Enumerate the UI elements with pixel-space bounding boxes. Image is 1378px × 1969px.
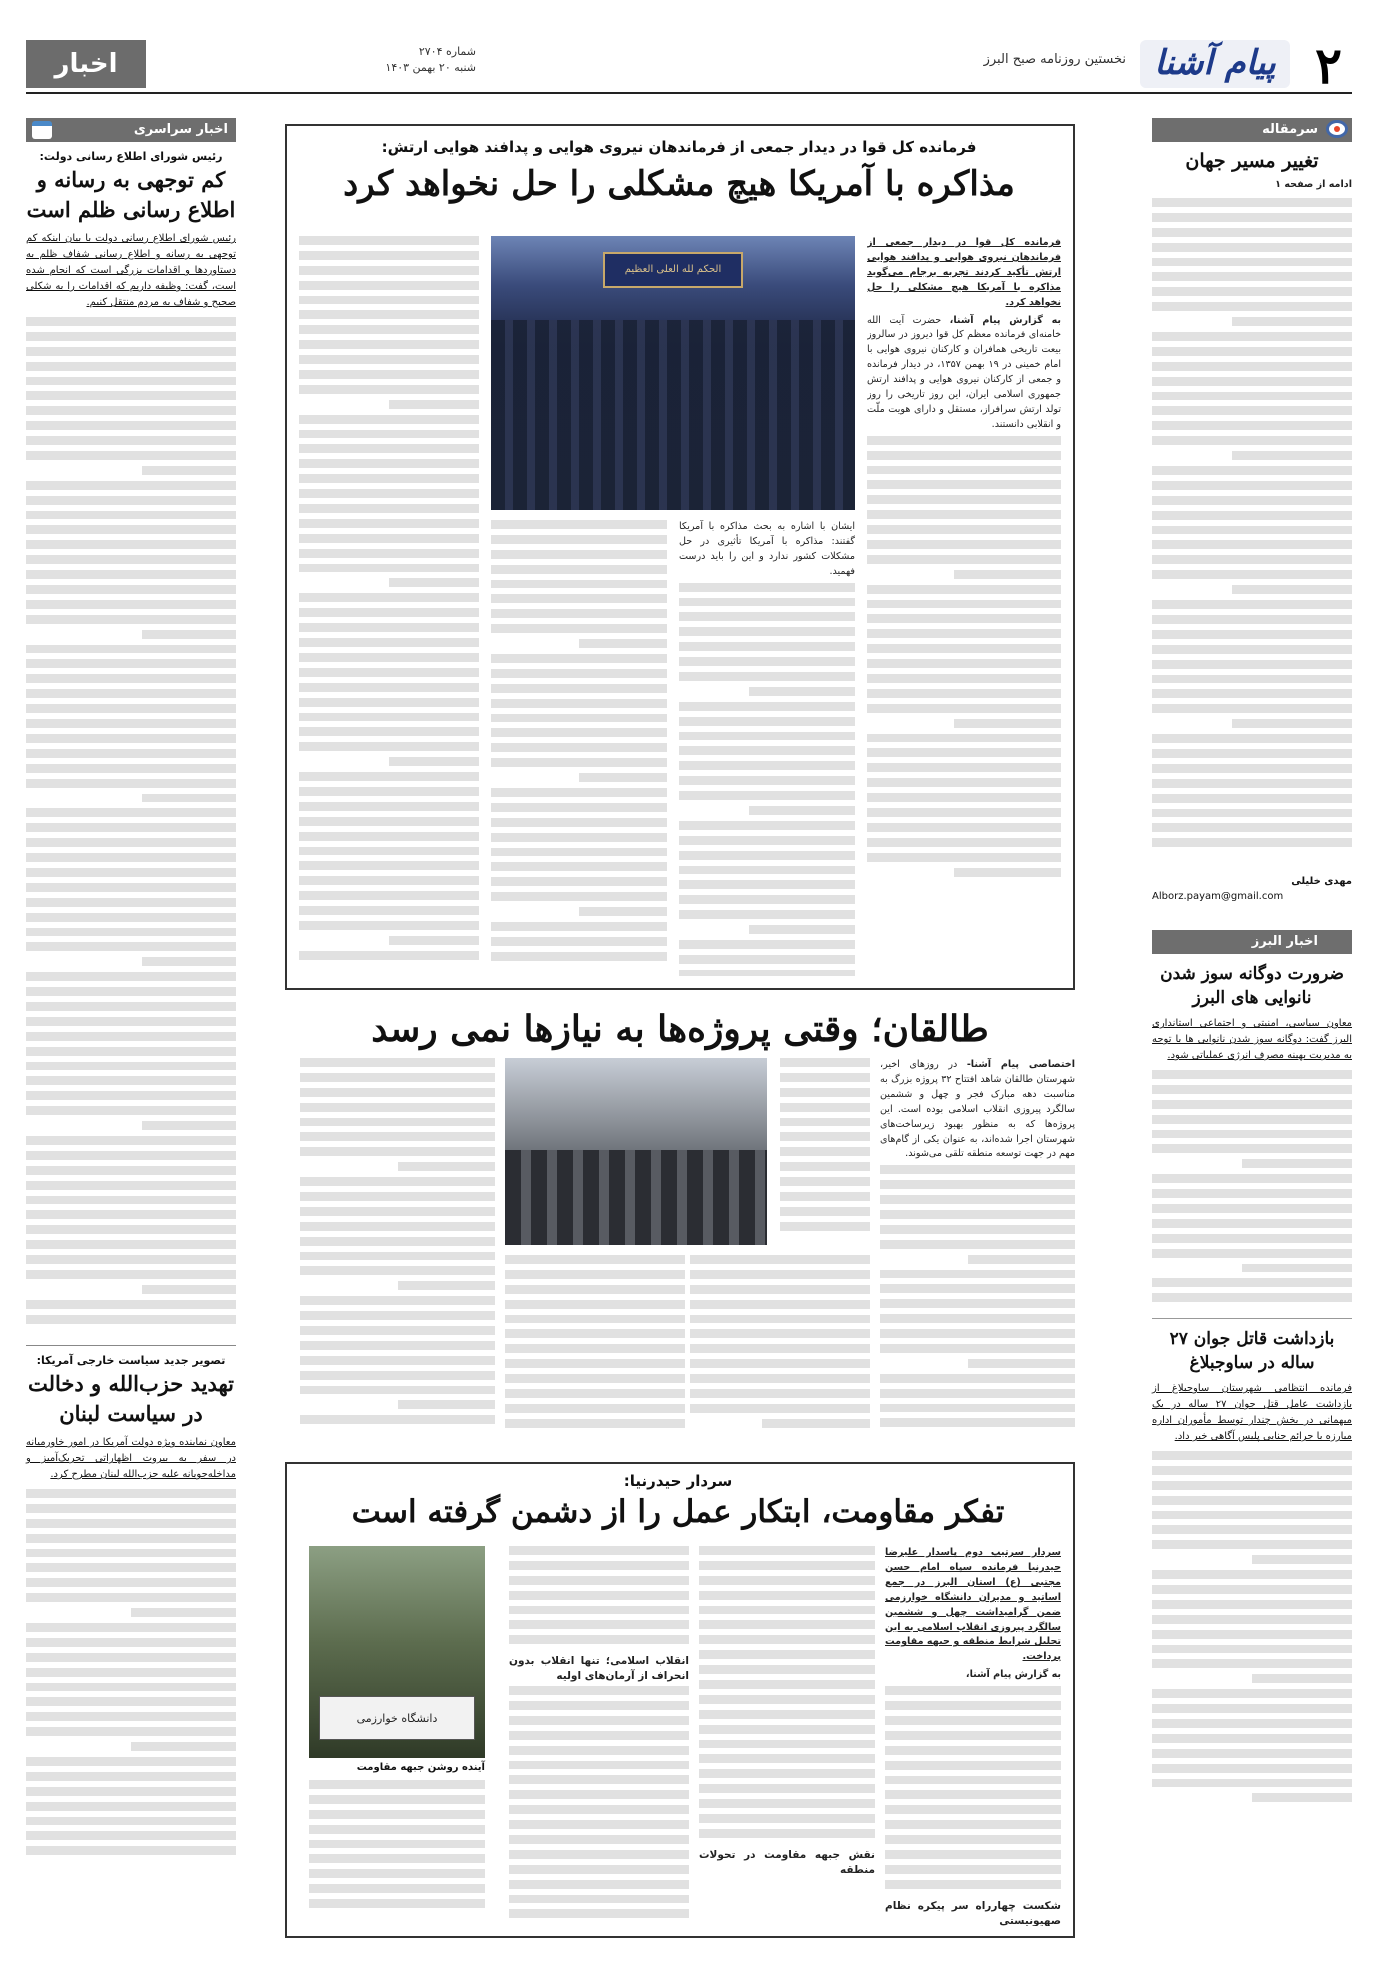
main-article (285, 124, 1075, 990)
editorial-header: سرمقاله (1152, 118, 1352, 142)
taleqan-ribbon-photo (505, 1058, 767, 1245)
alborz-story2-lead: فرمانده انتظامی شهرستان ساوجبلاغ از بازداشت عامل قتل جوان ۲۷ ساله در یک میهمانی در بخش چندار توسط مأموران اداره مبارزه با جرائم جنایی پلیس آگاهی خبر داد. (1152, 1383, 1353, 1442)
newspaper-logo: پیام آشنا (1140, 40, 1290, 88)
alborz-story1-lead: معاون سیاسی، امنیتی و اجتماعی استانداری البرز گفت: دوگانه سوز شدن نانوایی ها با توجه به مدیریت بهینه مصرف انرژی عملیاتی شود. (1152, 1018, 1352, 1061)
calendar-icon (32, 121, 52, 139)
main-article-kicker: فرمانده کل قوا در دیدار جمعی از فرماندهان نیروی هوایی و پدافند هوایی ارتش: (381, 138, 977, 156)
left-story1-body (26, 317, 236, 1337)
main-article-title: مذاکره با آمریکا هیچ مشکلی را حل نخواهد کرد (343, 164, 1015, 204)
main-article-col1: فرمانده کل قوا در دیدار جمعی از فرماندهان نیروی هوایی و پدافند هوایی ارتش تأکید کردند تجربه برجام می‌گوید مذاکره با آمریکا هیچ مشکلی را حل نخواهد کرد. به گزارش پیام آشنا، حضرت آیت الله خامنه‌ای فرمانده معظم کل قوا دیروز در سالروز بیعت تاریخی همافران و کارکنان نیروی هوایی با امام خمینی در ۱۹ بهمن ۱۳۵۷، در دیدار فرمانده و جمعی از کارکنان نیروی هوایی و پدافند ارتش جمهوری اسلامی ایران، این روز تاریخی را روز تولد ارتش سرافراز، مستقل و دارای هویت ملّت و انقلابی دانستند. (867, 236, 1061, 976)
alborz-story2-body (1152, 1451, 1352, 1811)
left-story1-lead: رئیس شورای اطلاع رسانی دولت با بیان اینکه کم توجهی به رسانه و اطلاع رسانی شفاف ظلم به دستاوردها و اقدامات بزرگی است که انجام شده است، گفت: وظیفه داریم که اقدامات را به شکلی صحیح و شفاف به مردم منتقل کنیم. (26, 233, 236, 308)
alborz-story1-body (1152, 1070, 1352, 1310)
left-story2-body (26, 1489, 236, 1869)
tagline: نخستین روزنامه صبح البرز (983, 52, 1126, 67)
main-article-col4 (299, 236, 479, 976)
heydarnia-col2: نقش جبهه مقاومت در تحولات منطقه (699, 1546, 875, 1926)
photo-plate: دانشگاه خوارزمی (319, 1696, 475, 1740)
alborz-story2-title: بازداشت قاتل جوان ۲۷ ساله در ساوجبلاغ (1152, 1318, 1352, 1375)
issue-info (156, 44, 476, 76)
heydarnia-col1: سردار سرتیپ دوم پاسدار علیرضا حیدرنیا فرمانده سپاه امام حسن مجتبی (ع) استان البرز در جمع اساتید و مدیران دانشگاه خوارزمی ضمن گرامیداشت چهل و ششمین سالگرد پیروزی انقلاب اسلامی به این تحلیل شرایط منطقه و جبهه مقاومت پرداخت. به گزارش پیام آشنا، شکست چهارراه سر پیکره نظام صهیونیستی (885, 1547, 1061, 1926)
main-article-col3 (491, 520, 667, 976)
heydarnia-subhead: آینده روشن جبهه مقاومت (356, 1762, 485, 1773)
page-number: ۲ (1315, 36, 1342, 95)
main-article-col2: ایشان با اشاره به بحث مذاکره با آمریکا گفتند: مذاکره با آمریکا تأثیری در حل مشکلات کشور ندارد و این را باید درست فهمید. (679, 520, 855, 976)
heydarnia-col4 (309, 1780, 485, 1926)
masthead (26, 34, 1352, 94)
issue-number: شماره ۲۷۰۴ (418, 45, 476, 58)
heydarnia-kicker: سردار حیدرنیا: (623, 1472, 733, 1490)
right-sidebar (1152, 118, 1352, 1938)
issue-date: شنبه ۲۰ بهمن ۱۴۰۳ (385, 61, 476, 74)
editorial-author: مهدی خلیلی (1291, 876, 1352, 887)
alborz-story1-title: ضرورت دوگانه سوز شدن نانوایی های البرز (1160, 964, 1344, 1008)
banner: الحکم لله العلی العظیم (603, 252, 743, 288)
editorial-body: ادامه از صفحه ۱ (1152, 178, 1352, 868)
heydarnia-article (285, 1462, 1075, 1938)
eye-icon (1326, 120, 1348, 138)
heydarnia-photo (309, 1546, 485, 1758)
left-column (26, 118, 236, 1938)
taleqan-article-title: طالقان؛ وقتی پروژه‌ها به نیازها نمی رسد (371, 1008, 989, 1050)
taleqan-col2-top (780, 1058, 870, 1245)
taleqan-col3 (690, 1255, 870, 1438)
left-story2-title: تهدید حزب‌الله و دخالت در سیاست لبنان (27, 1371, 235, 1426)
national-news-header: اخبار سراسری (26, 118, 236, 142)
heydarnia-col3: انقلاب اسلامی؛ تنها انقلاب بدون انحراف از آرمان‌های اولیه (509, 1546, 689, 1926)
main-article-photo (491, 236, 855, 510)
section-tab: اخبار (26, 40, 146, 88)
left-story2-kicker: تصویر جدید سیاست خارجی آمریکا: (26, 1345, 236, 1367)
editorial-email[interactable]: Alborz.payam@gmail.com (1152, 891, 1284, 902)
left-story1-title: کم توجهی به رسانه و اطلاع رسانی ظلم است (26, 167, 236, 222)
left-story1-kicker: رئیس شورای اطلاع رسانی دولت: (39, 150, 223, 163)
alborz-news-header: اخبار البرز (1152, 930, 1352, 954)
taleqan-col4 (505, 1255, 685, 1438)
taleqan-col5 (300, 1058, 495, 1438)
taleqan-col1: اختصاصی پیام آشنا- در روزهای اخیر، شهرستان طالقان شاهد افتتاح ۳۲ پروژه بزرگ به مناسبت دهه مبارک فجر و چهل و ششمین سالگرد پیروزی انقلاب اسلامی بوده است. این پروژه‌ها که به منظور بهبود زیرساخت‌های شهرستان اجرا شده‌اند، به عنوان یکی از گام‌های مهم در جهت توسعه منطقه تلقی می‌شوند. (880, 1058, 1075, 1438)
editorial-title: تغییر مسیر جهان (1185, 150, 1319, 172)
heydarnia-title: تفکر مقاومت، ابتکار عمل را از دشمن گرفته است (351, 1494, 1005, 1530)
left-story2-lead: معاون نماینده ویژه دولت آمریکا در امور خاورمیانه در سفر به بیروت اظهاراتی تحریک‌آمیز و مداخله‌جویانه علیه حزب‌الله لبنان مطرح کرد. (26, 1437, 236, 1480)
